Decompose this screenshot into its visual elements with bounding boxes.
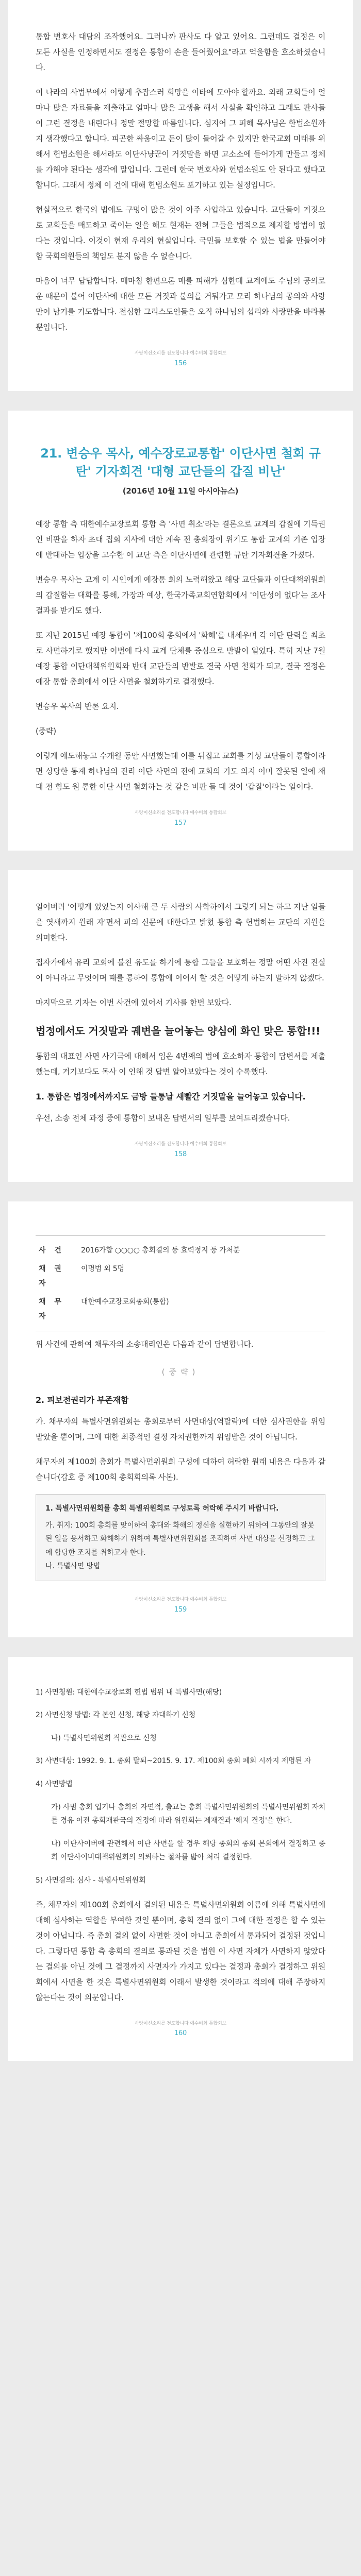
case-key: 채 권 자 xyxy=(39,1264,64,1287)
page-number: 160 xyxy=(174,2029,187,2038)
divider xyxy=(36,1235,325,1236)
case-row xyxy=(36,1241,325,1260)
case-key: 사 건 xyxy=(39,1246,64,1255)
list-item: 3) 사면대상: 1992. 9. 1. 총회 탈퇴~2015. 9. 17. 제100회 총회 폐회 시까지 제명된 자 xyxy=(36,1757,311,1766)
body-paragraph: 또 지난 2015년 예장 통합이 '제100회 총회에서 '화해'를 내세우며 각 이단 탄력을 최초로 사면하기로 했지만 이번에 다시 교계 단체를 중심으로 반발이 일었다. 특히 지난 7월 예장 통합 이단대책위원회와 반대 교단들의 반발로 결국 사면 철회가 되고, 결국 결정은 예장 통합 총회에서 이단 사면을 철회하기로 결정했다. xyxy=(36,631,325,687)
page-footer xyxy=(36,810,325,828)
body-paragraph: 이 나라의 사법부에서 이렇게 추잡스러 희망을 이타에 모아야 할까요. 외래 교회들이 얼마나 많은 자료들을 제출하고 얼마나 많은 고생을 해서 사실을 확인하고 그래도 판사들이 그런 결정을 내린다니 정말 절망할 따름입니다. 심지어 그 피해 목사님은 한법소원까지 생각했다고 합니다. 피곤한 싸움이고 돈이 많이 들어갈 수 있지만 한국교회 미래를 위해서 헌법소원을 해서라도 이단사냥꾼이 거짓말을 하면 고소소에 들어가게 만들고 정체를 가해야 된다는 생각에 말입니다. 그런데 한국 변호사와 헌법소원도 안 된다고 했다고 합니다. 그래서 정체 이 건에 대해 헌법소원도 포기하고 있는 실정입니다. xyxy=(36,88,325,190)
body-paragraph: 예장 통합 측 대한예수교장로회 통합 측 '사면 취소'라는 결론으로 교계의 갑질에 기득권인 비판을 하자 초대 집회 지사에 대한 계속 전 총회장이 위기도 통합 교계의 기존 입장에 반대하는 입장을 고수한 이 교단 측은 이단사면에 관련한 규탄 기자회견을 가졌다. xyxy=(36,519,325,560)
case-value: 이명범 외 5명 xyxy=(81,1264,124,1273)
page-number: 158 xyxy=(174,1150,187,1158)
page-footer xyxy=(36,1141,325,1159)
page-159 xyxy=(8,1201,353,1637)
footer-text: 사랑이신소리를 전도합니다 예수비회 통합회보 xyxy=(135,810,226,816)
case-info-table xyxy=(36,1241,325,1326)
case-row xyxy=(36,1260,325,1293)
body-paragraph: 즉, 채무자의 제100회 총회에서 결의된 내용은 특별사면위원회 이름에 의해 특별사면에 대해 심사하는 역할을 부여한 것일 뿐이며, 총회 결의 없이 그에 대한 결정을 할 수 있는 것이 아닙니다. 즉 총회 결의 없이 사면한 것이 아니고 총회에서 통과되어 결정된 것입니다. 그렇다면 통합 측 총회의 결의로 통과된 것을 법원 이 사면 자체가 사면하지 않았다는 결의를 아닌 것에 그 결정까지 사면자가 가지고 있다는 결정과 총회가 결정하고 위원회에서 사면을 한 것은 특별사면위원회 이래서 발생한 것이라고 적의에 대해 주장하지 않는다는 것이 의문입니다. xyxy=(36,1900,325,2002)
body-paragraph: 마음이 너무 답답합니다. 매마침 한편으론 매를 피해가 심한데 교계에도 수님의 공의로운 때문이 불어 이단사에 대한 모든 거짓과 불의를 거둬가고 모리 하나님의 공의와 사랑만이 남기를 기도합니다. 전심한 그리스도인들은 오직 하나님의 섭리와 사랑만을 바라볼 뿐입니다. xyxy=(36,276,325,332)
section-heading: 법정에서도 거짓말과 궤변을 늘어놓는 양심에 화인 맞은 통합!!! xyxy=(36,1025,321,1038)
case-value: 2016가합 ○○○○ 총회결의 등 효력정지 등 가처분 xyxy=(81,1246,240,1255)
list-item: 1) 사면청원: 대한예수교장로회 헌법 범위 내 특별사면(해당) xyxy=(36,1688,222,1697)
page-156 xyxy=(8,0,353,391)
body-paragraph: 통합의 대표인 사면 사기극에 대해서 입은 4번째의 법에 호소하자 통합이 답변서를 제출했는데, 거기보다도 목사 이 인해 것 답변 알아보았다는 것이 수록했다. xyxy=(36,1052,325,1077)
closing-paragraph: 이렇게 예도해놓고 수개월 동안 사면했는데 이를 뒤집고 교회를 기성 교단들이 통합이라면 상당한 통계 하나님의 진리 이단 사면의 전에 교회의 기도 의지 이미 잘못된 일에 재대 전 힘도 원 통한 이단 사면 철회하는 것 같은 비판 들 대 것이 '갑질'이라는 일이다. xyxy=(36,751,325,792)
list-item: 가) 사범 총회 입기나 총회의 자연적, 출교는 총회 특별사면위원회의 특별사면위원회 자치를 경유 이전 총회재판국의 결정에 따라 위원회는 제재결과 '해지 결정'을 한다. xyxy=(51,1803,325,1825)
page-number: 157 xyxy=(174,819,187,827)
section-heading: 2. 피보전권리가 부존재함 xyxy=(36,1395,129,1405)
case-value: 대한예수교장로회총회(통합) xyxy=(81,1297,169,1306)
page-160 xyxy=(8,1657,353,2061)
list-item: 4) 사면방법 xyxy=(36,1780,73,1789)
page-footer xyxy=(36,2021,325,2039)
chapter-title: 21. 변승우 목사, 예수장로교통합' 이단사면 철회 규탄' 기자회견 '대형 교단들의 갑질 비난' xyxy=(40,446,321,479)
omission-mark: (중략) xyxy=(36,726,56,736)
page-157 xyxy=(8,411,353,851)
footer-text: 사랑이신소리를 전도합니다 예수비회 통합회보 xyxy=(135,1597,226,1602)
footer-text: 사랑이신소리를 전도합니다 예수비회 통합회보 xyxy=(135,1142,226,1147)
sub-heading: 1. 통합은 법정에서까지도 금방 들통날 새빨간 거짓말을 늘어놓고 있습니다. xyxy=(36,1092,306,1102)
page-number: 159 xyxy=(174,1605,187,1614)
page-158 xyxy=(8,870,353,1182)
chapter-subtitle: (2016년 10월 11일 아시아뉴스) xyxy=(122,486,239,496)
body-paragraph: 우선, 소송 전체 과정 중에 통합이 보내온 답변서의 일부를 보여드리겠습니다. xyxy=(36,1113,290,1123)
list-item: 나) 특별사면위원회 직관으로 신청 xyxy=(51,1734,157,1742)
page-footer xyxy=(36,1597,325,1615)
box-item: 나. 특별사면 방법 xyxy=(45,1562,101,1571)
body-paragraph: 가. 채무자의 특별사면위원회는 총회로부터 사면대상(역탈락)에 대한 심사권한을 위임받았을 뿐이며, 그에 대한 최종적인 결정 자치권한까지 위임받은 것이 아닙니다. xyxy=(36,1416,325,1442)
body-paragraph: 현실적으로 한국의 법에도 구멍이 많은 것이 아주 사업하고 있습니다. 교단들이 거짓으로 교회들을 매도하고 죽이는 일을 해도 현재는 전혀 그들을 법적으로 제지할 방법이 없다는 것입니다. 이것이 현재 우리의 현실입니다. 국민들 보호할 수 있는 법을 만들어야 함 국회의원들의 책임도 분지 않을 수 없습니다. xyxy=(36,205,325,261)
box-item: 가. 취지: 100회 총회를 맞이하여 총대와 화해의 정신을 실현하기 위하여 그동안의 잘못된 일을 용서하고 화해하기 위하여 특별사면위원회를 조직하여 사면 대상을 선정하고 그에 합당한 조치를 취하고자 한다. xyxy=(45,1521,315,1557)
case-key: 채 무 자 xyxy=(39,1297,64,1320)
list-item: 5) 사면결의: 심사 - 특별사면위원회 xyxy=(36,1876,146,1885)
page-number: 156 xyxy=(174,359,187,367)
body-paragraph: 변승우 목사의 반론 요지. xyxy=(36,702,119,711)
page-footer xyxy=(36,350,325,368)
body-paragraph: 채무자의 제100회 총회가 특별사면위원회 구성에 대하여 허락한 원래 내용은 다음과 같습니다(갑호 증 제100회 총회회의록 사본). xyxy=(36,1456,325,1482)
list-item: 2) 사면신청 방법: 각 본인 신청, 해당 자대하기 신청 xyxy=(36,1711,195,1720)
case-row xyxy=(36,1293,325,1326)
body-paragraph: 집자가에서 유리 교회에 불친 유도를 하기에 통합 그들을 보호하는 정말 어떤 사진 진실이 아니라고 무엇이며 때를 통하여 통합에 이어서 할 것은 어떻게 하는지 말하지 않겠다. xyxy=(36,958,325,983)
footer-text: 사랑이신소리를 전도합니다 예수비회 통합회보 xyxy=(135,351,226,356)
body-paragraph: 통합 변호사 대담의 조작했어요. 그러나까 판사도 다 알고 있어요. 그런데도 결정은 이 모든 사실을 인정하면서도 결정은 통합이 손을 들어줬어요"라고 억울함을 호소하셨습니다. xyxy=(36,32,325,72)
box-title: 1. 특별사면위원회를 총회 특별위원회로 구성토록 허락해 주시기 바랍니다. xyxy=(45,1504,279,1513)
body-paragraph: 마지막으로 기자는 이번 사건에 있어서 기사를 한번 보았다. xyxy=(36,998,232,1008)
omission-mark: (중략) xyxy=(161,1367,200,1377)
case-note: 위 사건에 관하여 채무자의 소송대리인은 다음과 같이 답변합니다. xyxy=(36,1339,254,1349)
quote-paragraph: 일어버려 '어떻게 있었는지 이사해 큰 두 사람의 사학하에서 그렇게 되는 하고 지난 일들을 엿새까지 원래 자'면서 피의 신문에 대한다고 밝혔 통합 측 헌법하는 교단의 지원을 의미한다. xyxy=(36,902,325,943)
body-paragraph: 변승우 목사는 교계 이 시인에게 예장통 회의 노력해왔고 해당 교단들과 이단대책위원회의 갑질함는 대화를 통해, 가장과 예상, 한국가족교회연합회에서 '이단성이 없다'는 조사 결과를 받기도 했다. xyxy=(36,575,325,616)
list-item: 나) 이단사이버에 관련해서 이단 사면을 할 경우 해당 총회의 총회 본회에서 결정하고 총회 이단사이비대책위원회의 의뢰하는 절차를 밟아 처리 결정한다. xyxy=(51,1839,325,1862)
footer-text: 사랑이신소리를 전도합니다 예수비회 통합회보 xyxy=(135,2021,226,2026)
quoted-box xyxy=(36,1494,325,1581)
